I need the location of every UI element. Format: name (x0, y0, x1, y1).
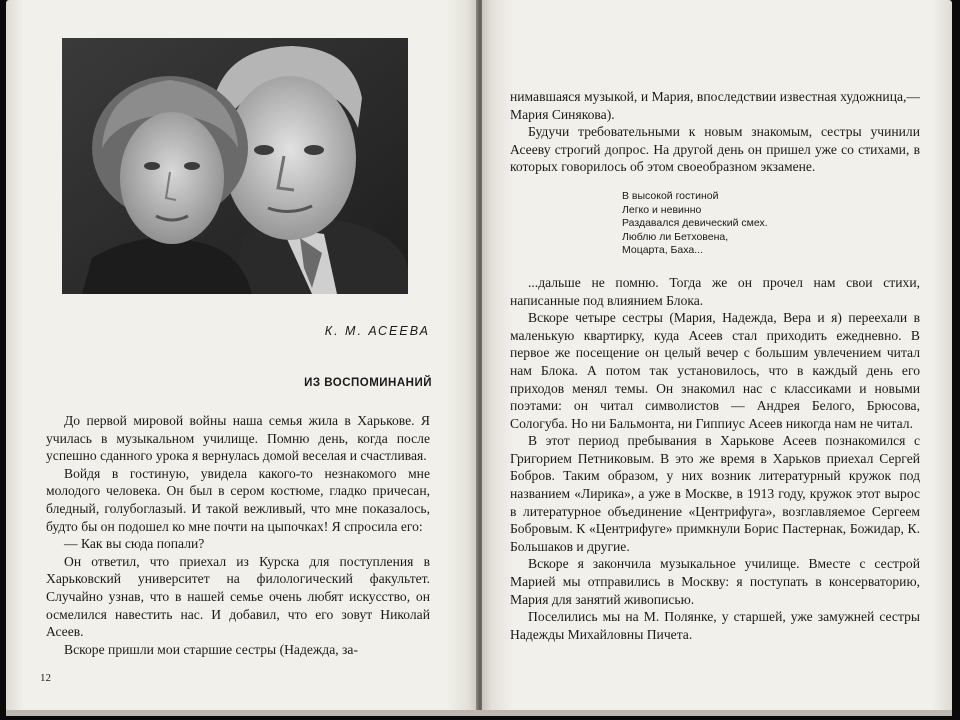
poem-line: Раздавался девический смех. (622, 217, 768, 230)
left-body-text (46, 412, 430, 658)
paragraph: Войдя в гостиную, увидела какого-то незнакомого мне молодого человека. Он был в сером костюме, гладко причесан, бледный, голубоглазый. И такой вежливый, что мне показалось, будто бы он подошел ко мне почти на цыпочках! Я спросила его: (46, 465, 430, 534)
right-body-text (510, 88, 920, 643)
paragraph: Он ответил, что приехал из Курска для поступления в Харьковский университет на филологический факультет. Случайно узнав, что в нашей семье очень любят искусство, он осмелился навестить нас. И добавил, что его зовут Николай Асеев. (46, 553, 430, 640)
page-edges (6, 710, 952, 716)
author-name: К. М. АСЕЕВА (324, 324, 430, 338)
left-page (6, 0, 478, 712)
paragraph: — Как вы сюда попали? (64, 536, 205, 552)
paragraph: Вскоре пришли мои старшие сестры (Надежда, за- (64, 641, 358, 657)
poem-line: Люблю ли Бетховена, (622, 230, 729, 243)
poem-line: Легко и невинно (622, 203, 702, 216)
portrait-photo (62, 38, 408, 294)
paragraph: Вскоре я закончила музыкальное училище. Вместе с сестрой Марией мы отправились в Москву: я поступать в консерваторию, Мария для занятий живописью. (510, 556, 920, 607)
page-number: 12 (40, 672, 51, 684)
paragraph: Поселились мы на М. Полянке, у старшей, уже замужней сестры Надежды Михайловны Пичета. (510, 609, 920, 642)
paragraph: Будучи требовательными к новым знакомым, сестры учинили Асееву строгий допрос. На другой день он пришел уже со стихами, в которых говорилось об этом своеобразном экзамене. (510, 124, 920, 175)
paragraph: В этот период пребывания в Харькове Асеев познакомился с Григорием Петниковым. В это же время в Харьков приехал Сергей Бобров. Таким образом, у них возник литературный кружок под названием «Лирика», а уже в Москве, в 1913 году, кружок этот вырос в литературное объединение «Центрифуга», возглавляемое Сергеем Бобровым. К «Центрифуге» примкнули Борис Пастернак, Божидар, К. Большаков и другие. (510, 433, 920, 554)
poem-excerpt (622, 190, 920, 258)
paragraph: До первой мировой войны наша семья жила в Харькове. Я училась в музыкальном училище. Помню день, когда после успешно сданного урока я вернулась домой веселая и счастливая. (46, 413, 430, 464)
paragraph: нимавшаяся музыкой, и Мария, впоследствии известная художница,— Мария Синякова). (510, 89, 920, 122)
right-page (482, 0, 952, 712)
section-title: ИЗ ВОСПОМИНАНИЙ (304, 377, 432, 389)
portrait-photo-image (62, 38, 408, 294)
poem-line: Моцарта, Баха... (622, 244, 703, 257)
paragraph: ...дальше не помню. Тогда же он прочел нам свои стихи, написанные под влиянием Блока. (510, 274, 920, 308)
paragraph: Вскоре четыре сестры (Мария, Надежда, Вера и я) переехали в маленькую квартирку, куда Асеев стал приходить ежедневно. В первое же посещение он целый вечер с большим увлечением читал нам Блока. А потом так установилось, что в каждый день его приходов менял темы. Он знакомил нас с классиками и новыми поэтами: он читал символистов — Андрея Белого, Брюсова, Сологуба. Но ни Бальмонта, ни Гиппиус Асеев никогда нам не читал. (510, 310, 920, 431)
poem-line: В высокой гостиной (622, 189, 719, 202)
